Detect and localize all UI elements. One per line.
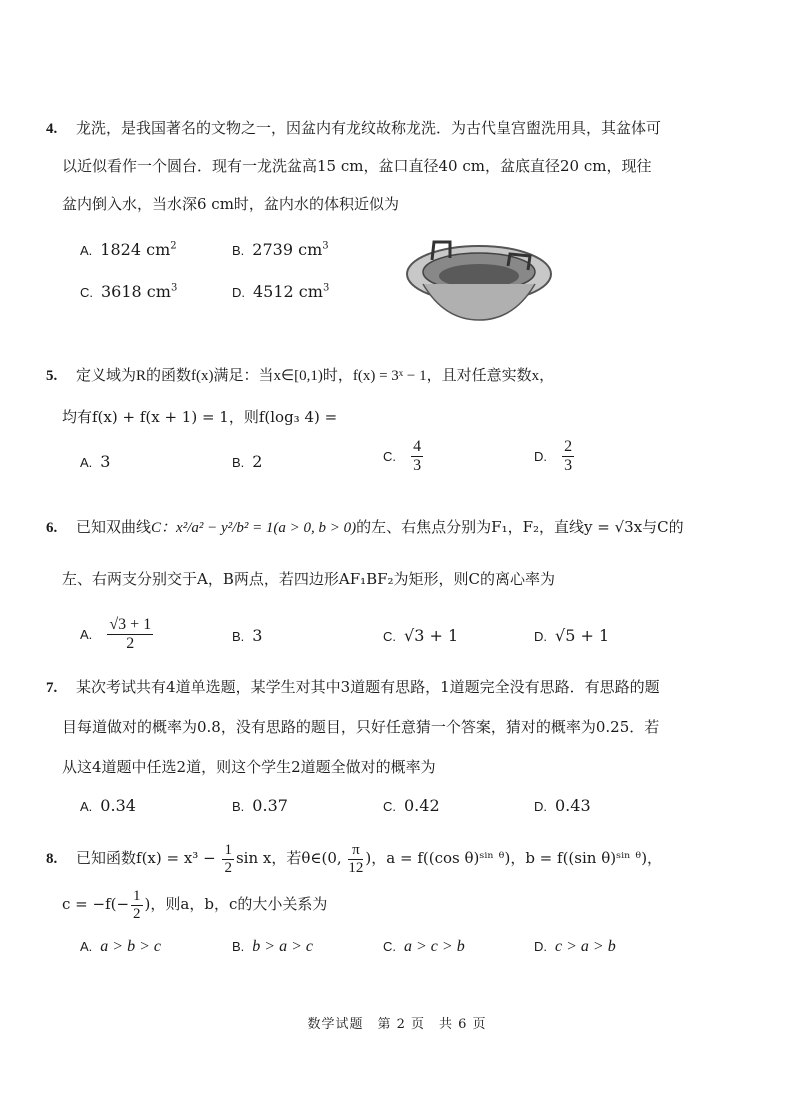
option-b[interactable]: B. 2739 $cm^3$ xyxy=(232,240,329,259)
option-a[interactable]: A. 1824 $cm^2$ xyxy=(80,240,177,259)
question-text: 已知双曲线 xyxy=(76,518,152,536)
option-c[interactable]: C. a > c > b xyxy=(383,938,465,955)
question-text: 盆内倒入水，当水深6 cm时，盆内水的体积近似为 xyxy=(62,195,399,213)
option-b[interactable]: B. 2 xyxy=(232,452,263,471)
question-text: 均有f(x) + f(x + 1) = 1，则f(log₃ 4) = xyxy=(62,408,338,426)
question-text: 定义域为R的函数f(x)满足：当x∈[0,1)时，f(x) = 3ˣ − 1，且对任意实数x， xyxy=(76,368,555,384)
option-c[interactable]: C. √3 + 1 xyxy=(383,626,459,645)
hyperbola-equation: C：x²/a² − y²/b² = 1(a > 0, b > 0) xyxy=(151,520,357,536)
option-b[interactable]: B. 3 xyxy=(232,626,263,645)
question-text: sin x，若θ∈(0, xyxy=(235,849,342,867)
fraction-half: $\frac{1}{2}$ xyxy=(133,888,141,922)
page-footer: 数学试题 第 2 页 共 6 页 xyxy=(307,1017,487,1032)
question-text: 已知函数f(x) = x³ − xyxy=(76,849,216,867)
option-d[interactable]: D. 0.43 xyxy=(534,796,591,815)
question-text: )，则a，b，c的大小关系为 xyxy=(144,895,328,913)
dragon-basin-photo xyxy=(404,236,554,322)
option-a[interactable]: A. 3 xyxy=(80,452,111,471)
fraction: $\frac{4}{3}$ xyxy=(413,438,422,474)
question-text: 从这4道题中任选2道，则这个学生2道题全做对的概率为 xyxy=(62,758,436,776)
option-a[interactable]: A. 0.34 xyxy=(80,796,136,815)
option-d[interactable]: D. c > a > b xyxy=(534,938,616,955)
option-c[interactable]: C. 3618 $cm^3$ xyxy=(80,282,178,301)
question-number: 7. xyxy=(46,680,58,696)
question-text: c = −f(− xyxy=(62,895,130,913)
fraction-pi-over-12: $\frac{\pi}{12}$ xyxy=(348,842,364,876)
question-text: 左、右两支分别交于A，B两点，若四边形AF₁BF₂为矩形，则C的离心率为 xyxy=(62,570,556,588)
question-text: 某次考试共有4道单选题，某学生对其中3道题有思路，1道题完全没有思路．有思路的题 xyxy=(76,678,660,696)
option-c[interactable]: C. 0.42 xyxy=(383,796,440,815)
question-number: 4. xyxy=(46,121,58,137)
option-d[interactable]: D. 4512 $cm^3$ xyxy=(232,282,330,301)
question-text: 的左、右焦点分别为F₁，F₂，直线y = √3x与C的 xyxy=(356,518,684,536)
fraction-half: $\frac{1}{2}$ xyxy=(224,842,232,876)
question-number: 5. xyxy=(46,368,58,384)
option-b[interactable]: B. b > a > c xyxy=(232,938,313,955)
option-d[interactable]: D. $\frac{2}{3}$ xyxy=(534,438,573,474)
option-d[interactable]: D. √5 + 1 xyxy=(534,626,610,645)
option-b[interactable]: B. 0.37 xyxy=(232,796,288,815)
question-number: 8. xyxy=(46,851,58,867)
question-number: 6. xyxy=(46,520,58,536)
fraction: $\frac{√3 + 1}{2}$ xyxy=(109,616,152,652)
option-c[interactable]: C. $\frac{4}{3}$ xyxy=(383,438,422,474)
option-a[interactable]: A. $\frac{√3 + 1}{2}$ xyxy=(80,616,152,652)
fraction: $\frac{2}{3}$ xyxy=(564,438,573,474)
question-text: 龙洗，是我国著名的文物之一，因盆内有龙纹故称龙洗．为古代皇宫盥洗用具，其盆体可 xyxy=(76,119,662,137)
question-text: 以近似看作一个圆台．现有一龙洗盆高15 cm，盆口直径40 cm，盆底直径20 cm，现往 xyxy=(62,157,652,175)
question-text: )，a = f((cos θ)ˢⁱⁿ ᶿ)，b = f((sin θ)ˢⁱⁿ ᶿ)， xyxy=(365,849,663,867)
option-a[interactable]: A. a > b > c xyxy=(80,938,161,955)
question-text: 目每道做对的概率为0.8，没有思路的题目，只好任意猜一个答案，猜对的概率为0.25．若 xyxy=(62,718,660,736)
